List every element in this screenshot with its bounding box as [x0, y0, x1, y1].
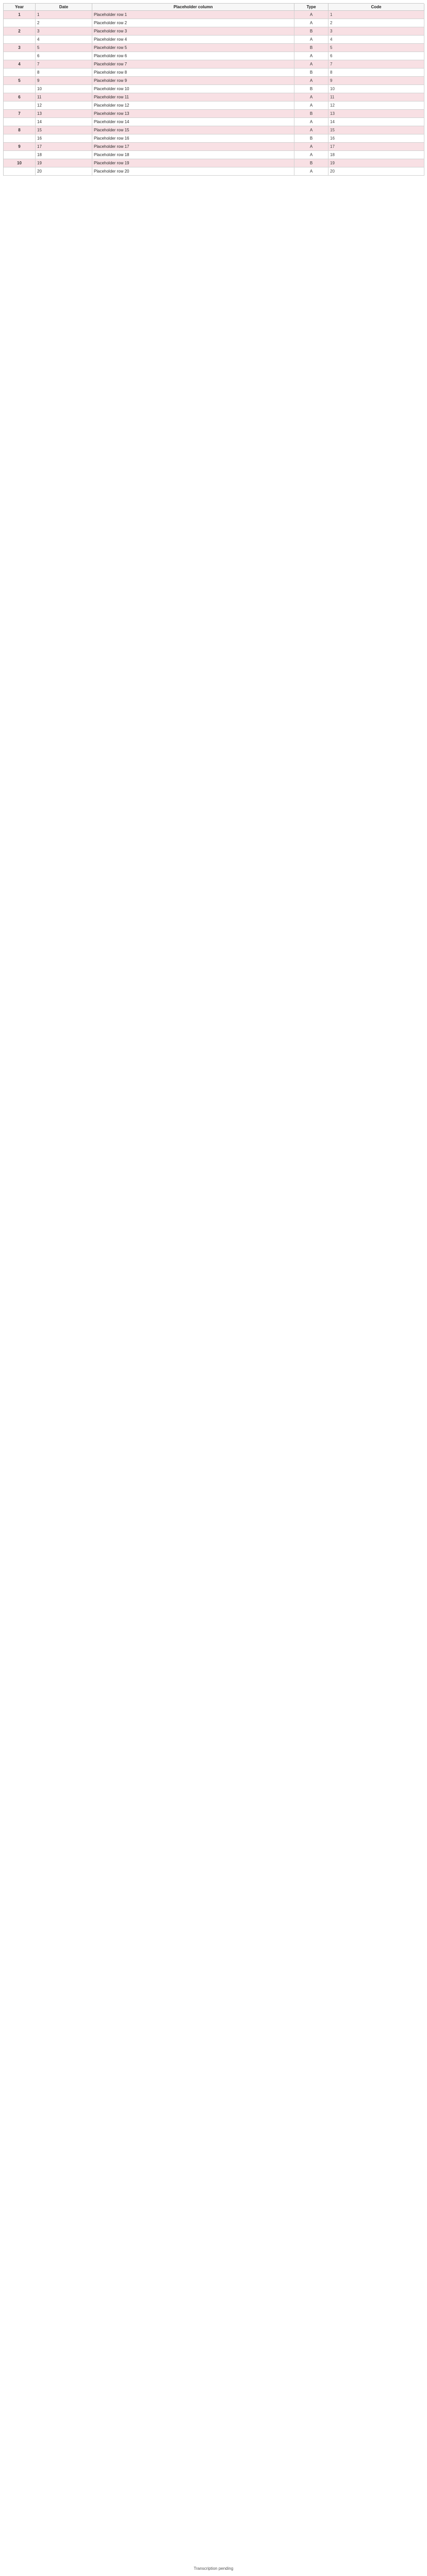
- date-cell: 12: [36, 101, 92, 110]
- name-cell: Placeholder row 7: [92, 60, 294, 69]
- category-cell: B: [294, 110, 329, 118]
- year-cell: 6: [4, 93, 36, 101]
- name-cell: Placeholder row 5: [92, 44, 294, 52]
- year-cell: 4: [4, 60, 36, 69]
- data-sheet: [3, 3, 424, 176]
- date-cell: 15: [36, 126, 92, 134]
- year-cell: [4, 52, 36, 60]
- code-cell: 10: [329, 85, 424, 93]
- name-cell: Placeholder row 13: [92, 110, 294, 118]
- date-cell: 14: [36, 118, 92, 126]
- category-cell: A: [294, 118, 329, 126]
- name-cell: Placeholder row 10: [92, 85, 294, 93]
- code-cell: 20: [329, 167, 424, 176]
- name-cell: Placeholder row 15: [92, 126, 294, 134]
- date-cell: 20: [36, 167, 92, 176]
- year-cell: [4, 134, 36, 143]
- category-cell: A: [294, 93, 329, 101]
- name-cell: Placeholder row 12: [92, 101, 294, 110]
- category-cell: A: [294, 19, 329, 27]
- column-header-date: Date: [36, 4, 92, 11]
- year-cell: [4, 69, 36, 77]
- footer-note: Transcription pending: [193, 2566, 234, 2571]
- code-cell: 15: [329, 126, 424, 134]
- category-cell: B: [294, 159, 329, 167]
- date-cell: 9: [36, 77, 92, 85]
- year-cell: [4, 151, 36, 159]
- year-cell: 10: [4, 159, 36, 167]
- name-cell: Placeholder row 3: [92, 27, 294, 36]
- category-cell: A: [294, 60, 329, 69]
- code-cell: 5: [329, 44, 424, 52]
- date-cell: 17: [36, 143, 92, 151]
- category-cell: A: [294, 126, 329, 134]
- date-cell: 4: [36, 36, 92, 44]
- date-cell: 18: [36, 151, 92, 159]
- date-cell: 11: [36, 93, 92, 101]
- year-cell: [4, 118, 36, 126]
- code-cell: 16: [329, 134, 424, 143]
- category-cell: A: [294, 151, 329, 159]
- date-cell: 6: [36, 52, 92, 60]
- code-cell: 7: [329, 60, 424, 69]
- name-cell: Placeholder row 16: [92, 134, 294, 143]
- code-cell: 1: [329, 11, 424, 19]
- year-cell: [4, 19, 36, 27]
- year-cell: 1: [4, 11, 36, 19]
- year-cell: 8: [4, 126, 36, 134]
- year-cell: 7: [4, 110, 36, 118]
- year-cell: 2: [4, 27, 36, 36]
- year-cell: 3: [4, 44, 36, 52]
- date-cell: 3: [36, 27, 92, 36]
- year-cell: [4, 101, 36, 110]
- category-cell: A: [294, 167, 329, 176]
- name-cell: Placeholder row 4: [92, 36, 294, 44]
- column-header-year: Year: [4, 4, 36, 11]
- code-cell: 2: [329, 19, 424, 27]
- date-cell: 1: [36, 11, 92, 19]
- date-cell: 10: [36, 85, 92, 93]
- year-cell: 5: [4, 77, 36, 85]
- code-cell: 19: [329, 159, 424, 167]
- code-cell: 6: [329, 52, 424, 60]
- name-cell: Placeholder row 2: [92, 19, 294, 27]
- category-cell: B: [294, 27, 329, 36]
- year-cell: [4, 85, 36, 93]
- date-cell: 5: [36, 44, 92, 52]
- category-cell: A: [294, 143, 329, 151]
- code-cell: 11: [329, 93, 424, 101]
- code-cell: 12: [329, 101, 424, 110]
- date-cell: 19: [36, 159, 92, 167]
- data-table: [4, 4, 424, 176]
- code-cell: 17: [329, 143, 424, 151]
- category-cell: A: [294, 11, 329, 19]
- category-cell: B: [294, 85, 329, 93]
- category-cell: A: [294, 52, 329, 60]
- name-cell: Placeholder row 20: [92, 167, 294, 176]
- code-cell: 18: [329, 151, 424, 159]
- date-cell: 2: [36, 19, 92, 27]
- name-cell: Placeholder row 9: [92, 77, 294, 85]
- code-cell: 9: [329, 77, 424, 85]
- code-cell: 8: [329, 69, 424, 77]
- category-cell: B: [294, 69, 329, 77]
- year-cell: [4, 167, 36, 176]
- name-cell: Placeholder row 17: [92, 143, 294, 151]
- date-cell: 7: [36, 60, 92, 69]
- date-cell: 16: [36, 134, 92, 143]
- code-cell: 3: [329, 27, 424, 36]
- year-cell: [4, 36, 36, 44]
- column-header-type: Type: [294, 4, 329, 11]
- name-cell: Placeholder row 8: [92, 69, 294, 77]
- name-cell: Placeholder row 18: [92, 151, 294, 159]
- category-cell: A: [294, 101, 329, 110]
- code-cell: 4: [329, 36, 424, 44]
- category-cell: B: [294, 44, 329, 52]
- name-cell: Placeholder row 11: [92, 93, 294, 101]
- name-cell: Placeholder row 14: [92, 118, 294, 126]
- date-cell: 8: [36, 69, 92, 77]
- column-header-name: Placeholder column: [92, 4, 294, 11]
- category-cell: B: [294, 134, 329, 143]
- date-cell: 13: [36, 110, 92, 118]
- code-cell: 14: [329, 118, 424, 126]
- name-cell: Placeholder row 19: [92, 159, 294, 167]
- code-cell: 13: [329, 110, 424, 118]
- category-cell: A: [294, 36, 329, 44]
- year-cell: 9: [4, 143, 36, 151]
- category-cell: A: [294, 77, 329, 85]
- name-cell: Placeholder row 1: [92, 11, 294, 19]
- column-header-code: Code: [329, 4, 424, 11]
- name-cell: Placeholder row 6: [92, 52, 294, 60]
